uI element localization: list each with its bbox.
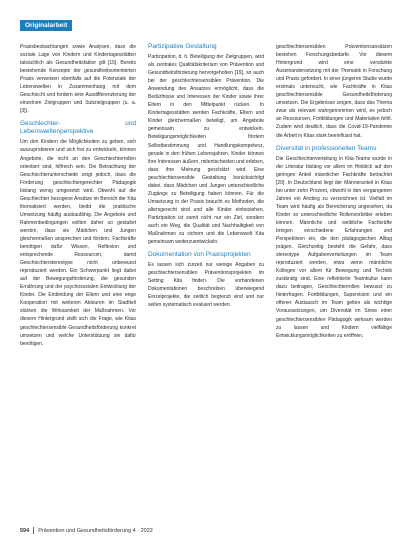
column-1 <box>20 43 136 348</box>
section-heading: Geschlechter- und Lebensweltenperspektive <box>20 120 136 136</box>
section-heading: Diversität in professionellen Teams <box>276 144 377 152</box>
body-paragraph: geschlechtersensiblen Präventionsansätzen bestehen Forschungsbedarfe. Vor diesem Hintergrund wird eine verstärkte Auseinandersetzung mit der Thematik in Forschung und Praxis gefordert. In einer jüngeren Studie wurde erstmals untersucht, wie Fachkräfte in Kitas geschlechtersensible Gesundheitsförderung umsetzen. Die Ergebnisse zeigen, dass das Thema zwar als relevant wahrgenommen wird, es jedoch an Ressourcen, Fortbildungen und Materialien fehlt. Zudem wird deutlich, dass die Covid-19-Pandemie die Arbeit in Kitas stark beeinflusst hat. <box>276 44 392 139</box>
section-heading: Partizipative Gestaltung <box>148 43 217 50</box>
page-number: 594 <box>20 527 30 534</box>
body-paragraph: Partizipation, d. h. Beteiligung der Zielgruppen, wird als zentrales Qualitätskriterium von Prävention und Gesundheitsförderung hervorgehoben [19], so auch bei der geschlechtersensiblen Prävention. Die Anwendung des Ansatzes ermöglicht, dass die Bedürfnisse und Interessen der Kinder sowie ihrer Eltern in den Mittelpunkt rücken. In Kindertagesstätten werden Fachkräfte, Eltern und Kinder gleichermaßen beteiligt, um Angebote gemeinsam zu entwickeln. Beteiligungsmöglichkeiten fördern Selbstbestimmung und Handlungskompetenz, gerade in den frühen Lebensjahren. Kinder können ihre Interessen äußern, mitentscheiden und erleben, dass ihre Meinung geschätzt wird. Eine geschlechtersensible Gestaltung berücksichtigt dabei, dass Mädchen und Jungen unterschiedliche Zugänge zu Beteiligung haben können. Für die Umsetzung in der Praxis braucht es Methoden, die altersgerecht sind und alle Kinder einbeziehen. Partizipation ist somit nicht nur ein Ziel, sondern auch ein Weg, die Qualität und Nachhaltigkeit von Maßnahmen zu sichern und die Lebenswelt Kita gemeinsam weiterzuentwickeln. <box>148 54 264 246</box>
column-2 <box>148 43 264 309</box>
page-footer <box>20 527 153 534</box>
body-paragraph: Es lassen sich zurzeit nur wenige Angaben zu geschlechtersensiblen Präventionsprojekten im Setting Kita finden. Die vorhandenen Dokumentationen beschreiben überwiegend Einzelprojekte, die zeitlich begrenzt sind und nur selten systematisch evaluiert werden. <box>148 262 264 309</box>
column-3 <box>276 43 392 340</box>
footer-divider <box>33 527 34 534</box>
journal-reference: Prävention und Gesundheitsförderung 4 · 2022 <box>38 527 153 534</box>
section-heading: Dokumentation von Praxisprojekten <box>148 251 251 259</box>
body-paragraph: Um den Kindern die Möglichkeiten zu geben, sich auszuprobieren und sich frei zu entwickeln, können Angebote, die nicht an den Geschlechterrollen orientiert sind, hilfreich sein. Die Betrachtung der Geschlechterunterschiede zeigt jedoch, dass die Förderung geschlechtergerechter Pädagogik bislang wenig umgesetzt wird. Obwohl auf die Geschlechter bezogene Ansätze im Bereich der Kita thematisiert werden, bleibt die praktische Umsetzung häufig ausbaufähig. Die Angebote und Rahmenbedingungen sollten daher so gestaltet werden, dass sie Mädchen und Jungen gleichermaßen ansprechen und fördern. Fachkräfte benötigen dafür Wissen, Reflexion und entsprechende Ressourcen, damit Geschlechterstereotype nicht unbewusst reproduziert werden. Ein Schwerpunkt liegt dabei auf der Bewegungsförderung, der gesunden Ernährung und der psychosozialen Entwicklung der Kinder. Die Einbindung der Eltern und eine enge Kooperation mit weiteren Akteuren im Stadtteil stärken die Wirksamkeit der Maßnahmen. Vor diesem Hintergrund stellt sich die Frage, wie Kitas geschlechtersensible Gesundheitsförderung konkret umsetzen und welche Unterstützung sie dafür benötigen. <box>20 139 136 347</box>
body-paragraph: Praxisbeobachtungen sowie Analysen, dass die soziale Lage von Kindern und Kindertagesstätten tatsächlich als Gesundheitsfaktor gilt [15]. Bereits bestehende Konzepte der gesundheitsorientierten Praxis verweisen ebenfalls auf die Potenziale der Lebenswelten in Zusammenhang mit dem Geschlecht und fordern eine Ausdifferenzierung der einzelnen Zielgruppen und Subzielgruppen (u. a. [3]). <box>20 44 136 115</box>
article-type-tag: Originalarbeit <box>20 20 72 31</box>
body-paragraph: Die Geschlechterverteilung in Kita-Teams wurde in der Literatur bislang vor allem im Hinblick auf den geringen Anteil männlicher Fachkräfte betrachtet [20]. In Deutschland liegt der Männeranteil in Kitas bei unter zehn Prozent, obwohl in den vergangenen Jahren ein Anstieg zu verzeichnen ist. Vielfalt im Team wird häufig als Bereicherung angesehen, da Kinder so unterschiedliche Rollenvorbilder erleben können. Männliche und weibliche Fachkräfte bringen verschiedene Erfahrungen und Perspektiven ein, die den pädagogischen Alltag prägen. Gleichzeitig besteht die Gefahr, dass stereotype Aufgabenverteilungen im Team reproduziert werden, etwa wenn männliche Kollegen vor allem für Bewegung und Technik zuständig sind. Eine reflektierte Teamkultur kann dazu beitragen, Geschlechterrollen bewusst zu hinterfragen. Fortbildungen, Supervision und ein offener Austausch im Team gelten als wichtige Voraussetzungen, um Diversität im Sinne einer geschlechtersensiblen Pädagogik wirksam werden zu lassen und Kindern vielfältige Entwicklungsmöglichkeiten zu eröffnen. <box>276 155 392 339</box>
